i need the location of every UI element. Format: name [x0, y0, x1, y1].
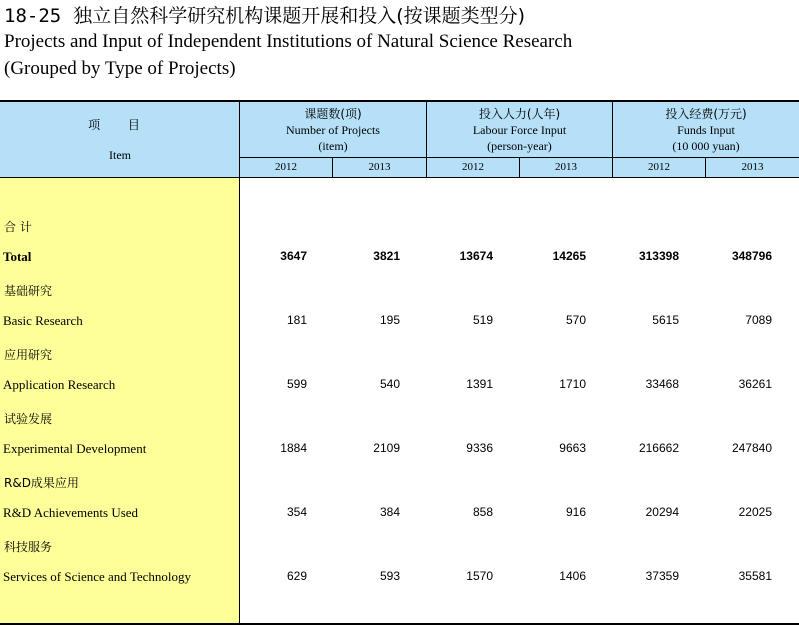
header-group-en: Funds Input	[677, 123, 735, 137]
header-year: 2012	[240, 158, 333, 177]
row-label-cn: 应用研究	[4, 348, 53, 362]
table-cell: 384	[379, 505, 400, 519]
header-item-cn: 项 目	[88, 118, 152, 132]
table-cell: 216662	[638, 441, 679, 455]
header-group-cn: 投入人力(人年)	[478, 107, 561, 121]
header-group-unit: (10 000 yuan)	[672, 139, 740, 153]
table-cell: 13674	[459, 249, 493, 263]
row-label-en: Application Research	[3, 377, 116, 392]
header-group-cn: 投入经费(万元)	[665, 107, 747, 121]
header-group-en: Number of Projects	[286, 123, 380, 137]
table-cell: 1391	[466, 377, 493, 391]
row-label-en: Experimental Development	[3, 441, 147, 456]
table-cell: 20294	[645, 505, 679, 519]
table-bottom-rule	[0, 623, 799, 625]
table-cell: 2109	[373, 441, 400, 455]
header-item-cell	[0, 102, 240, 177]
table-cell: 33468	[645, 377, 679, 391]
table-cell: 7089	[745, 313, 772, 327]
table-cell: 354	[286, 505, 307, 519]
table-cell: 5615	[652, 313, 679, 327]
table-cell: 3647	[280, 249, 307, 263]
table-title-cn	[4, 4, 525, 28]
table-cell: 9663	[559, 441, 586, 455]
table-cell: 1884	[280, 441, 307, 455]
table-cell: 916	[565, 505, 586, 519]
title-cn-text: 独立自然科学研究机构课题开展和投入(按课题类型分)	[73, 5, 526, 27]
table-cell: 599	[286, 377, 307, 391]
header-group-unit: (item)	[318, 139, 348, 153]
table-cell: 3821	[373, 249, 400, 263]
header-year: 2012	[427, 158, 520, 177]
table-title-en: Projects and Input of Independent Institutions of Natural Science Research	[4, 31, 573, 52]
row-label-cn: R&D成果应用	[4, 476, 79, 490]
statistics-table	[0, 100, 799, 626]
header-year: 2013	[555, 161, 577, 173]
table-cell: 348796	[731, 249, 772, 263]
table-cell: 540	[379, 377, 400, 391]
table-cell: 14265	[552, 249, 586, 263]
table-cell: 858	[472, 505, 493, 519]
row-label-cn: 合 计	[4, 220, 32, 234]
header-year: 2012	[613, 158, 706, 177]
table-cell: 570	[565, 313, 586, 327]
header-group-labour	[427, 102, 613, 177]
table-cell: 1406	[559, 569, 586, 583]
header-group-cn: 课题数(项)	[304, 107, 362, 121]
row-label-en: Total	[3, 249, 32, 264]
header-group-funds	[613, 102, 799, 177]
table-cell: 247840	[731, 441, 772, 455]
table-cell: 22025	[738, 505, 772, 519]
table-number: 18-25	[4, 5, 62, 27]
row-label-en: R&D Achievements Used	[3, 505, 139, 520]
table-cell: 1710	[559, 377, 586, 391]
header-item-en: Item	[109, 148, 131, 162]
row-label-cn: 科技服务	[4, 540, 53, 554]
item-label-column	[0, 178, 240, 624]
header-group-unit: (person-year)	[487, 139, 552, 153]
table-cell: 313398	[638, 249, 679, 263]
header-year: 2013	[368, 161, 391, 173]
header-group-en: Labour Force Input	[472, 123, 567, 137]
table-cell: 9336	[466, 441, 493, 455]
table-cell: 37359	[645, 569, 679, 583]
row-label-cn: 试验发展	[4, 412, 53, 426]
table-cell: 181	[286, 313, 307, 327]
header-year: 2013	[741, 161, 764, 173]
header-group-projects	[240, 102, 427, 177]
table-subtitle-en: (Grouped by Type of Projects)	[4, 58, 236, 79]
row-label-en: Basic Research	[3, 313, 83, 328]
row-label-en: Services of Science and Technology	[3, 569, 192, 584]
table-cell: 629	[286, 569, 307, 583]
table-cell: 1570	[466, 569, 493, 583]
table-cell: 519	[472, 313, 493, 327]
table-cell: 36261	[738, 377, 772, 391]
table-cell: 35581	[738, 569, 772, 583]
row-label-cn: 基础研究	[4, 284, 53, 298]
table-cell: 593	[379, 569, 400, 583]
table-cell: 195	[379, 313, 400, 327]
